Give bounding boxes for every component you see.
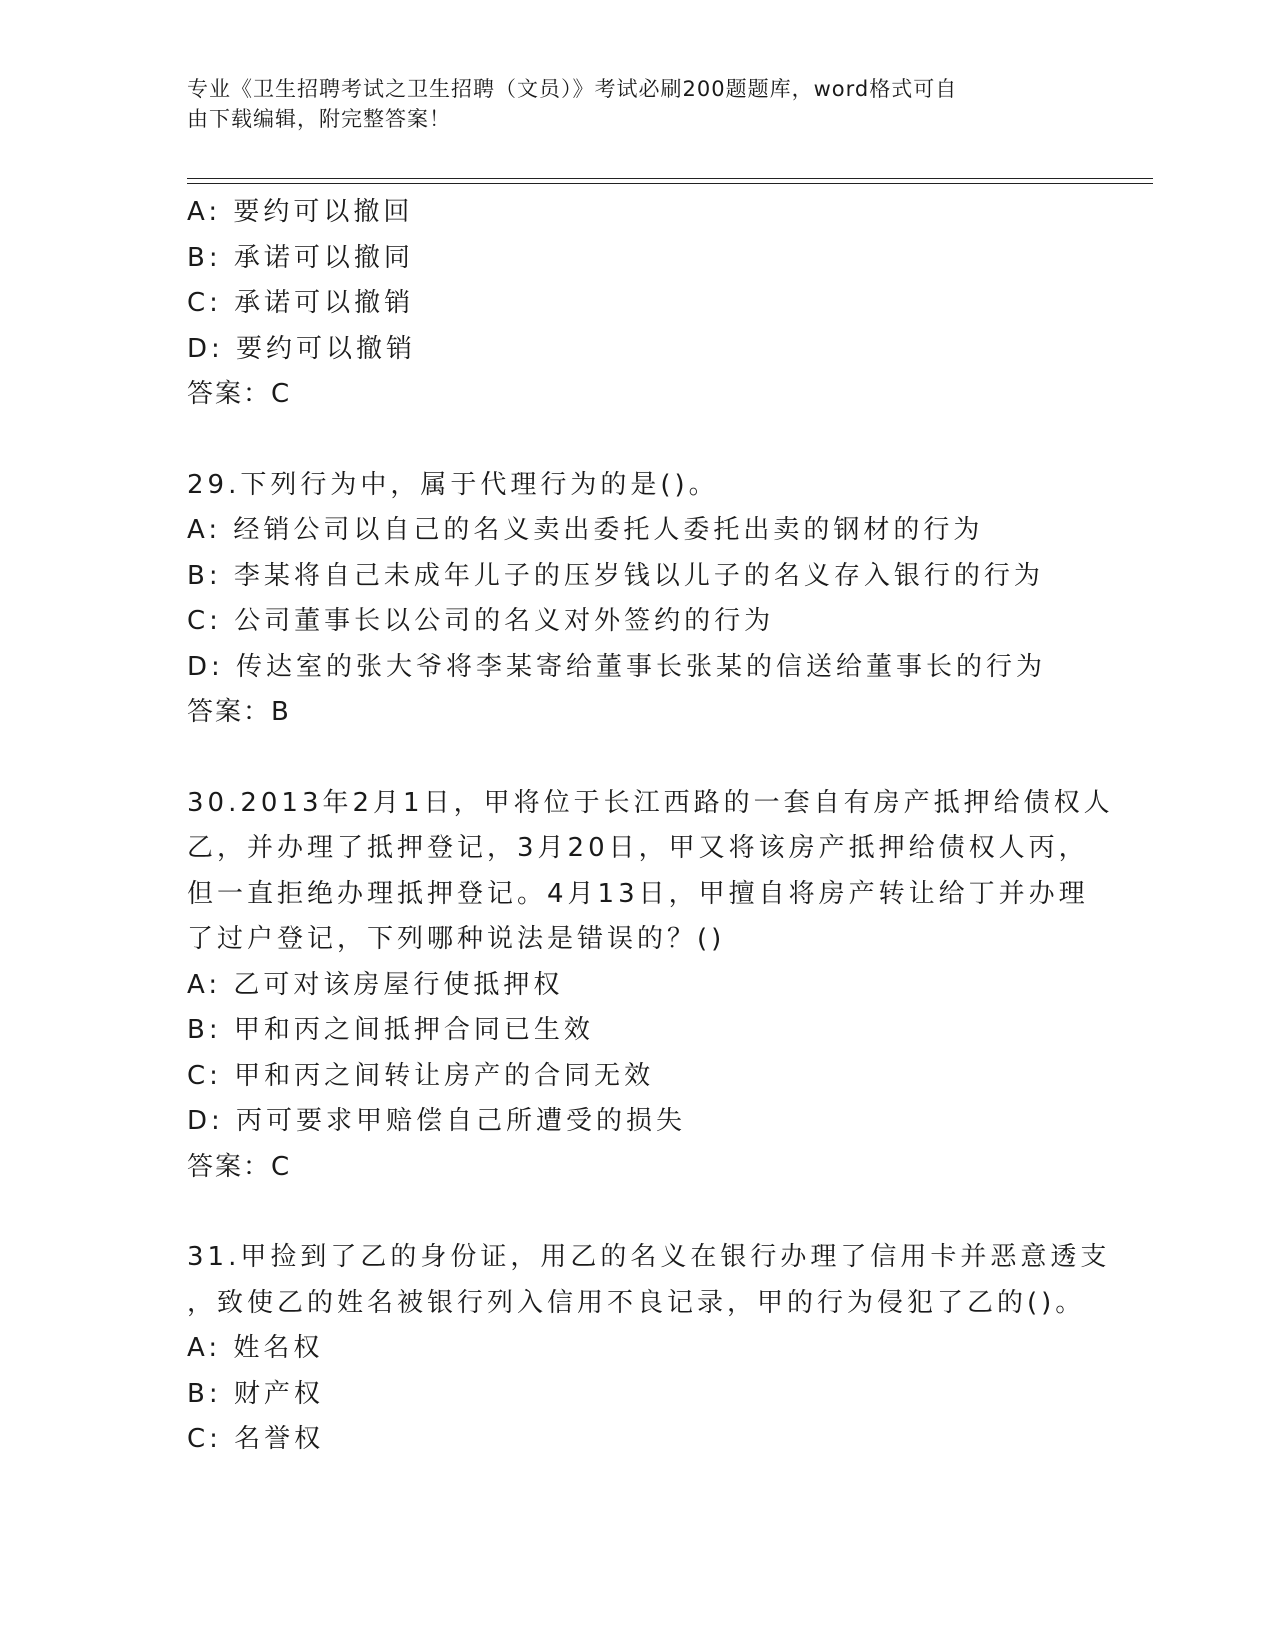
answer: 答案：C: [187, 379, 292, 409]
spacer: [187, 1190, 1087, 1235]
answer: 答案：C: [187, 1151, 292, 1182]
question-29: [187, 463, 1087, 736]
question-list: [187, 190, 1114, 1463]
spacer: [187, 418, 1087, 463]
option-a: A: 要约可以撤回: [187, 197, 414, 227]
question-stem: 29.下列行为中，属于代理行为的是()。: [187, 469, 719, 500]
question-stem-line: ，致使乙的姓名被银行列入信用不良记录，甲的行为侵犯了乙的()。: [187, 1287, 1086, 1318]
question-stem-line: 但一直拒绝办理抵押登记。4月13日，甲擅自将房产转让给丁并办理: [187, 878, 1089, 909]
option-c: C: 公司董事长以公司的名义对外签约的行为: [187, 606, 775, 636]
option-d: D: 丙可要求甲赔偿自己所遭受的损失: [187, 1106, 687, 1136]
question-stem-line: 31.甲捡到了乙的身份证，用乙的名义在银行办理了信用卡并恶意透支: [187, 1242, 1111, 1272]
option-a: A: 乙可对该房屋行使抵押权: [187, 969, 564, 1000]
question-30: [187, 781, 1114, 1191]
document-header: [187, 74, 1067, 134]
option-c: C: 名誉权: [187, 1424, 325, 1454]
question-stem-line: 了过户登记，下列哪种说法是错误的？(): [187, 924, 726, 954]
header-divider-top: [187, 178, 1153, 179]
question-28: [187, 190, 1087, 418]
option-d: D: 要约可以撤销: [187, 333, 417, 364]
header-line-1: 专业《卫生招聘考试之卫生招聘（文员）》考试必刷200题题库，word格式可自: [187, 77, 958, 101]
header-divider-bottom: [187, 183, 1153, 184]
answer: 答案：B: [187, 697, 291, 727]
option-b: B: 甲和丙之间抵押合同已生效: [187, 1015, 594, 1045]
header-line-2: 由下载编辑，附完整答案！: [187, 107, 451, 131]
option-c: C: 甲和丙之间转让房产的合同无效: [187, 1060, 655, 1091]
question-stem-line: 30.2013年2月1日，甲将位于长江西路的一套自有房产抵押给债权人: [187, 787, 1114, 818]
option-b: B: 李某将自己未成年儿子的压岁钱以儿子的名义存入银行的行为: [187, 560, 1044, 591]
option-a: A: 经销公司以自己的名义卖出委托人委托出卖的钢材的行为: [187, 515, 984, 545]
question-31: [187, 1235, 1111, 1463]
question-stem-line: 乙，并办理了抵押登记，3月20日，甲又将该房产抵押给债权人丙，: [187, 833, 1089, 863]
option-b: B: 承诺可以撤同: [187, 242, 414, 273]
option-b: B: 财产权: [187, 1378, 324, 1409]
option-c: C: 承诺可以撤销: [187, 288, 415, 318]
option-a: A: 姓名权: [187, 1333, 324, 1363]
option-d: D: 传达室的张大爷将李某寄给董事长张某的信送给董事长的行为: [187, 651, 1047, 682]
spacer: [187, 736, 1087, 781]
